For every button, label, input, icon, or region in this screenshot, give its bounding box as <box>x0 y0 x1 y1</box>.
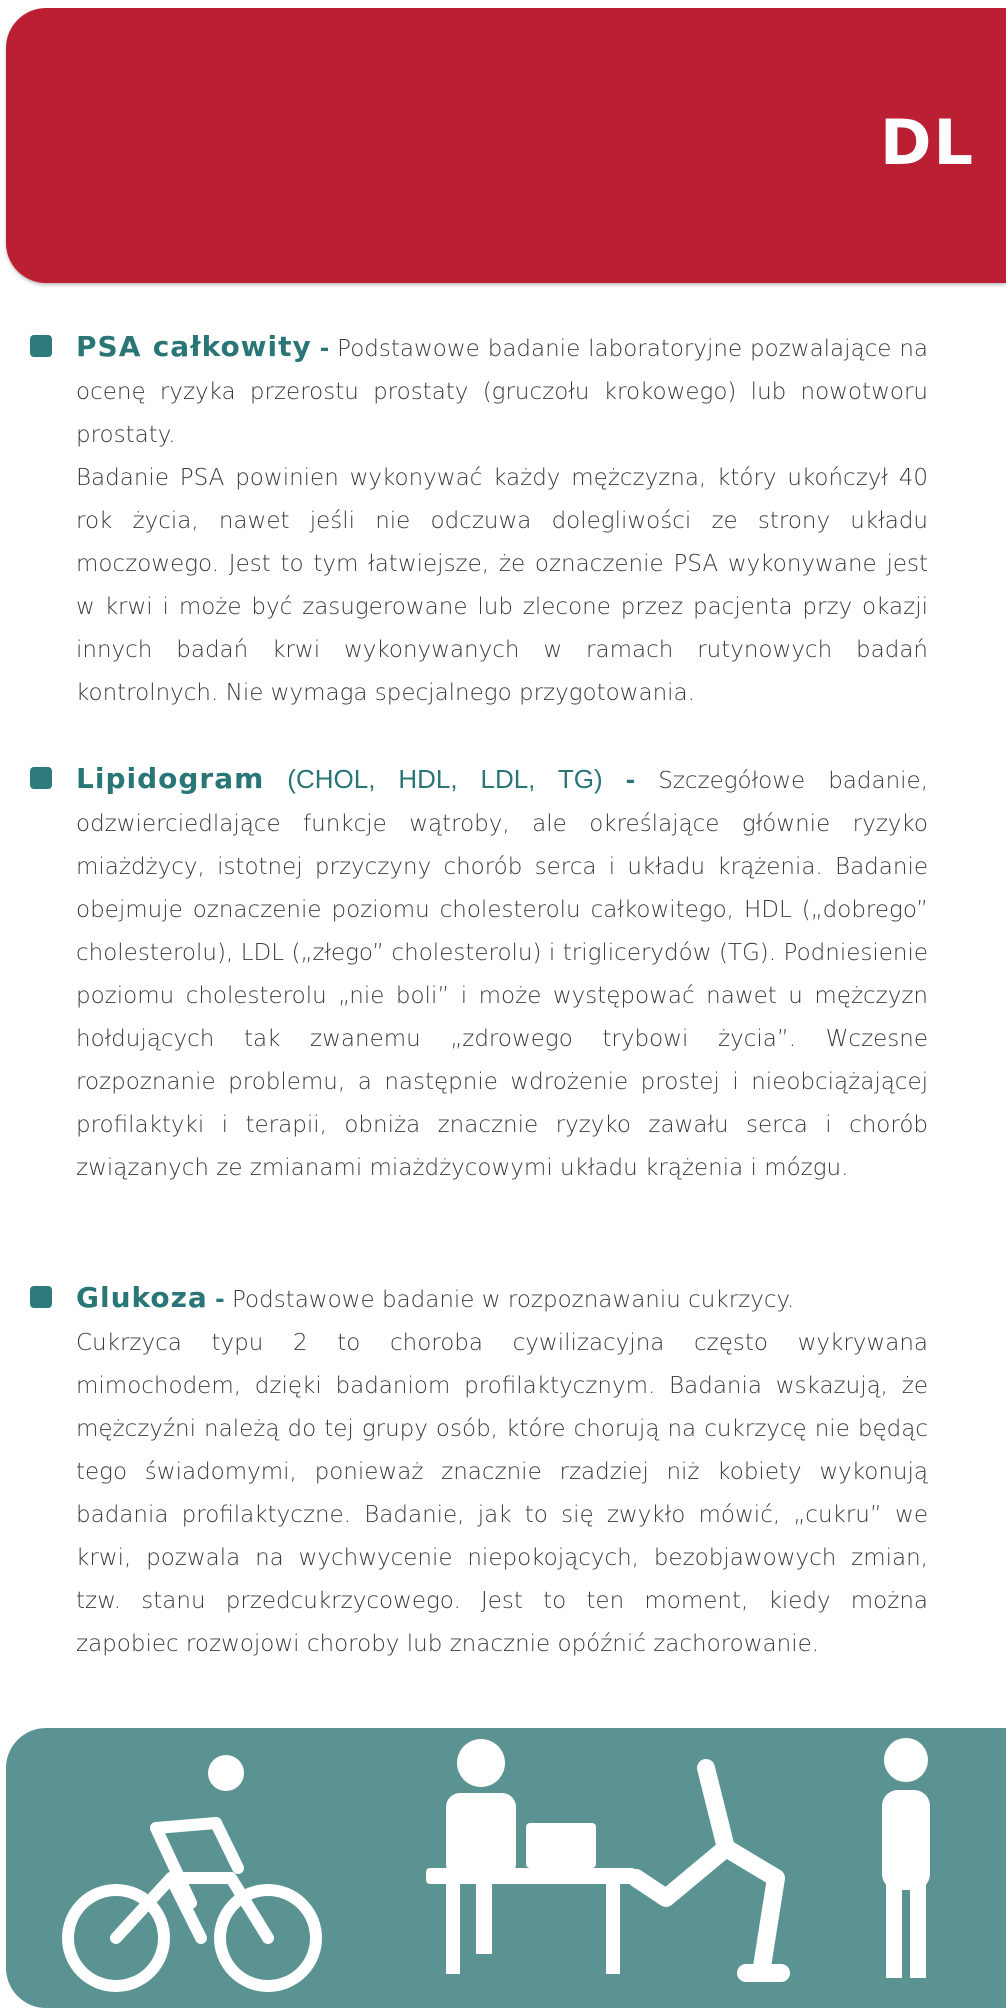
lipid-body: Szczegółowe badanie, odzwierciedlające funkcje wątroby, ale określające głównie ryzyko miażdżycy, istotnej przyczyny chorób serca i układu krążenia. Badanie obejmuje oznaczenie poziomu cholesterolu całkowitego, HDL („dobrego” cholesterolu), LDL („złego” cholesterolu) i triglicerydów (TG). Podniesienie poziomu cholesterolu „nie boli” i może występować nawet u mężczyzn hołdujących tak zwanemu „zdrowego trybowi życia”. Wczesne rozpoznanie problemu, a następnie wdrożenie prostej i nieobciążającej profilaktyki i terapii, obniża znacznie ryzyko zawału serca i chorób związanych ze zmianami miażdżycowymi układu krążenia i mózgu. <box>76 768 929 1181</box>
term-lipidogram-abbr: (CHOL, HDL, LDL, TG) <box>287 764 603 794</box>
pictogram-strip <box>6 1728 1006 2008</box>
gluc-lead: Podstawowe badanie w rozpoznawaniu cukrzycy. <box>231 1287 795 1313</box>
term-dash: - <box>215 1287 225 1313</box>
footer-banner <box>6 1728 1006 2008</box>
term-dash: - <box>625 768 636 794</box>
person-icon <box>882 1738 930 1978</box>
office-worker-icon <box>426 1739 636 1974</box>
gluc-body: Cukrzyca typu 2 to choroba cywilizacyjna często wykrywana mimochodem, dzięki badaniom profilaktycznym. Badania wskazują, że mężczyźni należą do tej grupy osób, które chorują na cukrzycę nie będąc tego świadomymi, ponieważ znacznie rzadziej niż kobiety wykonują badania profilaktyczne. Badanie, jak to się zwykło mówić, „cukru” we krwi, pozwala na wychwycenie niepokojących, bezobjawowych zmian, tzw. stanu przedcukrzycowego. Jest to ten moment, kiedy można zapobiec rozwojowi choroby lub znacznie opóźnić zachorowanie. <box>76 1330 928 1657</box>
term-psa: PSA całkowity <box>76 330 312 363</box>
psa-lead: Podstawowe badanie laboratoryjne pozwalające na ocenę ryzyka przerostu prostaty (gruczołu krokowego) lub nowotworu prostaty. <box>76 336 928 448</box>
section-lipidogram <box>30 757 930 1190</box>
term-glukoza: Glukoza <box>76 1281 208 1314</box>
term-lipidogram: Lipidogram <box>76 762 265 795</box>
bullet-icon <box>30 335 52 357</box>
section-text <box>76 757 928 1190</box>
section-psa <box>30 325 930 715</box>
section-glukoza <box>30 1276 930 1666</box>
section-text <box>76 1276 928 1666</box>
section-text <box>76 325 928 715</box>
cyclist-icon <box>68 1755 316 1986</box>
running-legs-icon <box>636 1768 781 1973</box>
bullet-icon <box>30 767 52 789</box>
banner-title: DL <box>880 106 975 179</box>
header-banner <box>6 8 1006 283</box>
psa-body: Badanie PSA powinien wykonywać każdy mężczyzna, który ukończył 40 rok życia, nawet jeśli nie odczuwa dolegliwości ze strony układu moczowego. Jest to tym łatwiejsze, że oznaczenie PSA wykonywane jest w krwi i może być zasugerowane lub zlecone przez pacjenta przy okazji innych badań krwi wykonywanych w ramach rutynowych badań kontrolnych. Nie wymaga specjalnego przygotowania. <box>76 465 928 706</box>
bullet-icon <box>30 1286 52 1308</box>
term-dash: - <box>319 336 330 362</box>
